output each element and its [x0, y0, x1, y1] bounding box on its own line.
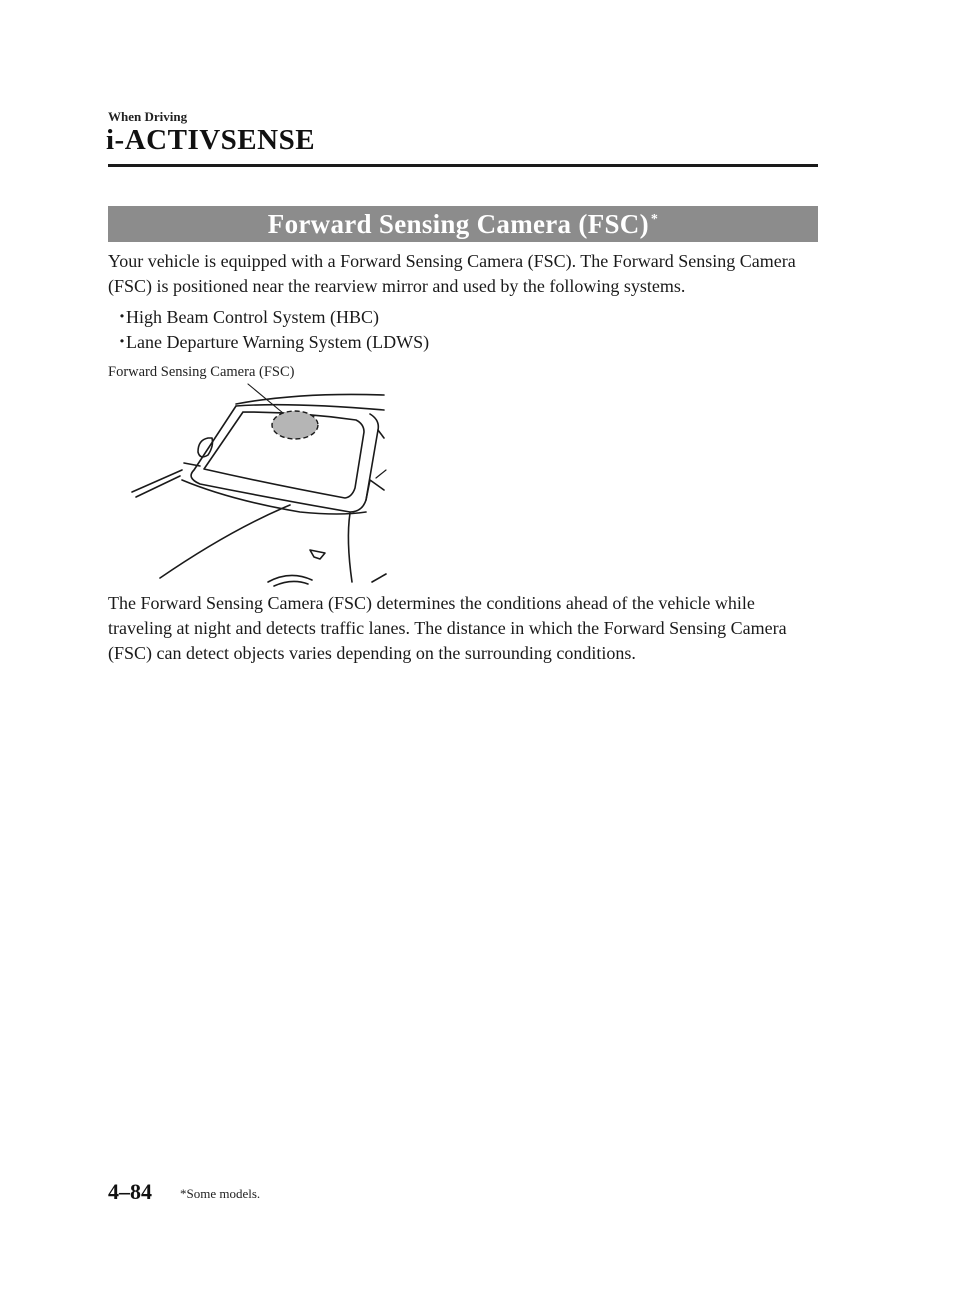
page-number: 4–84 [108, 1179, 152, 1204]
camera-icon [272, 411, 318, 439]
chapter-title: i-ACTIVSENSE [106, 124, 316, 156]
section-heading-text: Forward Sensing Camera (FSC) [267, 208, 649, 239]
hood-crease [160, 505, 290, 578]
roof-inner-edge [236, 405, 384, 410]
list-item-text: Lane Departure Warning System (LDWS) [126, 332, 430, 352]
body-paragraph: The Forward Sensing Camera (FSC) determines the conditions ahead of the vehicle while traveling at night and detects traffic lanes. The distance in which the Forward Sensing Camera (FSC) can detect objects varies depending on the surrounding conditions. [108, 593, 787, 663]
section-label: When Driving [108, 109, 188, 124]
bullet-icon: ・ [113, 332, 131, 352]
list-item-text: High Beam Control System (HBC) [126, 307, 379, 327]
some-models-mark: * [650, 211, 659, 227]
bullet-icon: ・ [113, 307, 131, 327]
figure-caption: Forward Sensing Camera (FSC) [108, 364, 295, 380]
hood-left-edge [132, 470, 182, 492]
fender-line [348, 513, 352, 582]
footnote: *Some models. [180, 1186, 261, 1201]
a-pillar-base [366, 480, 384, 500]
roof-edge [236, 394, 384, 404]
hood-vent [310, 550, 325, 559]
windshield-camera-illustration [0, 0, 960, 600]
intro-paragraph: Your vehicle is equipped with a Forward Sensing Camera (FSC). The Forward Sensing Camera (FSC) is positioned near the rearview mirror and used by the following systems. [108, 251, 796, 296]
a-pillar [378, 430, 384, 438]
